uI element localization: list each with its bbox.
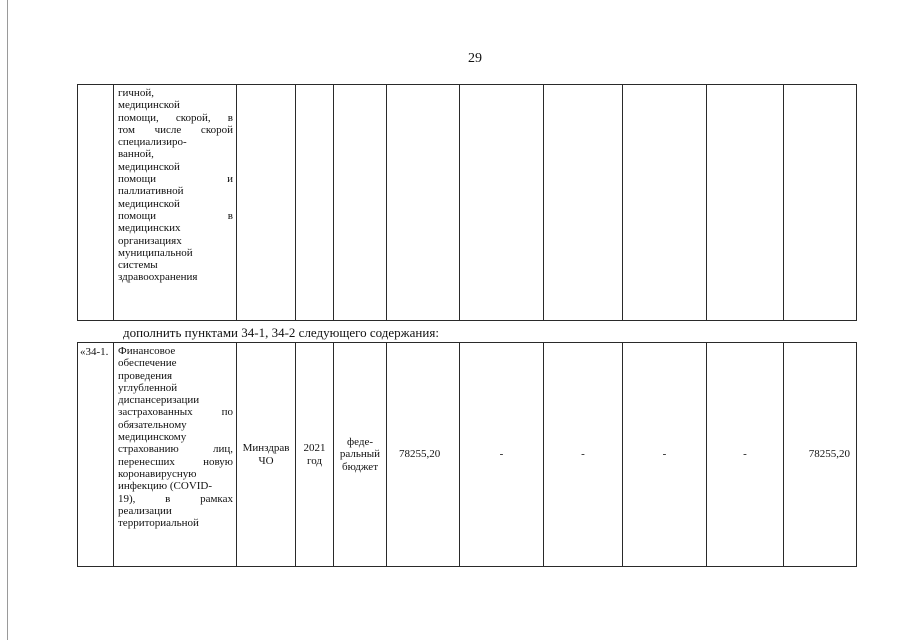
row-desc-line: территориальной (118, 517, 199, 530)
amount-col-b-cell: - (544, 343, 623, 567)
row-desc-line: проведения (118, 369, 173, 382)
continuation-row (78, 85, 857, 321)
continuation-source-cell (334, 85, 387, 321)
amendment-table (77, 342, 857, 567)
cont-desc-line: специализиро- (118, 136, 187, 149)
cont-desc-line: помощи, скорой, в (118, 111, 233, 124)
insert-instruction: дополнить пунктами 34-1, 34-2 следующего содержания: (123, 325, 439, 340)
row-desc-line: обеспечение (118, 357, 177, 370)
cont-desc-line: помощи и (118, 173, 233, 186)
period-cell: 2021 год (296, 343, 334, 567)
amount-col-a-cell: - (460, 343, 544, 567)
continuation-col-c-cell (623, 85, 707, 321)
continuation-period-cell (296, 85, 334, 321)
cont-desc-line: медицинской (118, 197, 180, 210)
page-number: 29 (468, 51, 482, 66)
total-amount-cell: 78255,20 (387, 343, 460, 567)
cont-desc-line: медицинской (118, 99, 180, 112)
cont-desc-line: ванной, (118, 148, 154, 161)
cont-desc-line: муниципальной (118, 246, 193, 259)
row-description-cell (114, 343, 237, 567)
cont-desc-line: паллиативной (118, 185, 184, 198)
row-desc-line: медицинскому (118, 431, 187, 444)
continuation-description-cell (114, 85, 237, 321)
continuation-executor-cell (237, 85, 296, 321)
row-desc-line: реализации (118, 504, 172, 517)
amount-col-d-cell: - (707, 343, 784, 567)
cont-desc-line: гичной, (118, 87, 154, 99)
executor-cell: Минздрав ЧО (237, 343, 296, 567)
continuation-col-d-cell (707, 85, 784, 321)
cont-desc-line: организациях (118, 234, 182, 247)
cont-desc-line: том числе скорой (118, 123, 233, 136)
row-desc-line: Финансовое (118, 345, 176, 357)
row-desc-line: застрахованных по (118, 406, 233, 419)
continuation-table (77, 84, 857, 321)
row-number: «34-1. (78, 343, 114, 567)
row-desc-line: обязательному (118, 418, 187, 431)
cont-desc-line: медицинской (118, 160, 180, 173)
scan-edge-line (7, 0, 8, 640)
table-row-34-1 (78, 343, 857, 567)
continuation-col-b-cell (544, 85, 623, 321)
continuation-col-a-cell (460, 85, 544, 321)
continuation-col-e-cell (784, 85, 857, 321)
row-desc-line: инфекцию (COVID- (118, 480, 213, 493)
row-desc-line: страхованию лиц, (118, 443, 233, 456)
row-desc-line: перенесших новую (118, 455, 233, 468)
row-desc-line: углубленной (118, 381, 178, 394)
cont-desc-line: системы (118, 259, 158, 272)
cont-desc-line: здравоохранения (118, 271, 198, 284)
continuation-total-cell (387, 85, 460, 321)
row-desc-line: 19), в рамках (118, 492, 233, 505)
row-desc-line: коронавирусную (118, 467, 197, 480)
amount-col-e-cell: 78255,20 (784, 343, 857, 567)
row-desc-line: диспансеризации (118, 394, 200, 407)
funding-source-cell: феде-ральный бюджет (334, 343, 387, 567)
continuation-number-cell (78, 85, 114, 321)
cont-desc-line: медицинских (118, 222, 181, 235)
cont-desc-line: помощи в (118, 209, 233, 222)
amount-col-c-cell: - (623, 343, 707, 567)
